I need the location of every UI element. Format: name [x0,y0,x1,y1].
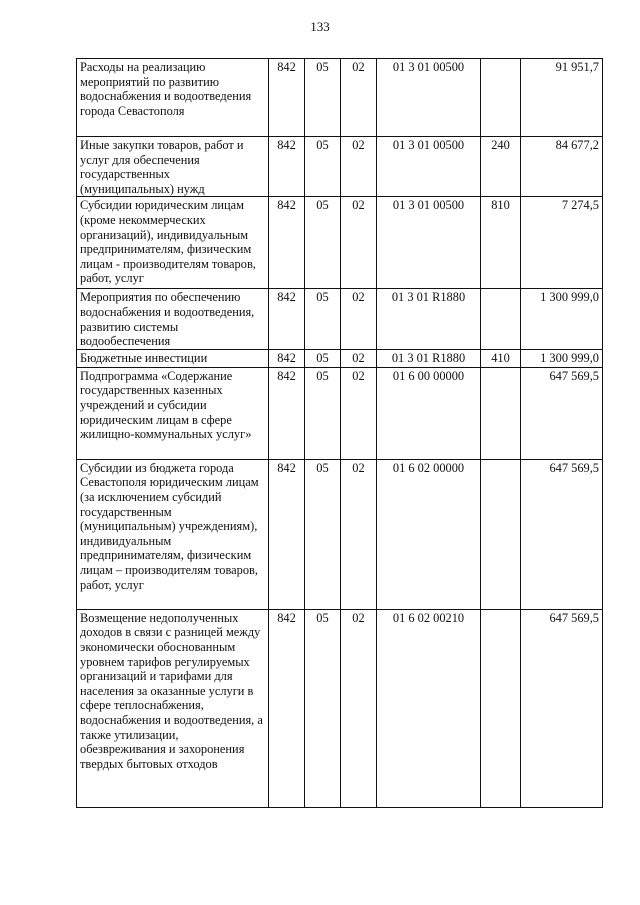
table-row [77,349,603,367]
subsection-code-cell: 02 [341,367,377,459]
target-article-cell: 01 3 01 00500 [377,137,481,197]
target-article-cell: 01 3 01 R1880 [377,289,481,349]
expense-type-cell: 240 [481,137,521,197]
section-code-cell: 05 [305,137,341,197]
expense-name-cell: Возмещение недополученных доходов в связи с разницей между экономически обоснованным уровнем тарифов регулируемых организаций и тарифами для населения за оказанные услуги в сфере теплоснабжения, водоснабжения и водоотведения, а также утилизации, обезвреживания и захоронения твердых бытовых отходов [77,609,269,807]
subsection-code-cell: 02 [341,197,377,289]
table-row [77,367,603,459]
table-row [77,137,603,197]
section-code-cell: 05 [305,59,341,137]
amount-cell: 7 274,5 [521,197,603,289]
expense-type-cell [481,459,521,609]
grbs-code-cell: 842 [269,459,305,609]
amount-cell: 1 300 999,0 [521,289,603,349]
target-article-cell: 01 3 01 00500 [377,197,481,289]
section-code-cell: 05 [305,197,341,289]
expense-name-cell: Мероприятия по обеспечению водоснабжения и водоотведения, развитию системы водообеспечения [77,289,269,349]
expense-name-cell: Субсидии юридическим лицам (кроме некоммерческих организаций), индивидуальным предпринимателям, физическим лицам - производителям товаров, работ, услуг [77,197,269,289]
amount-cell: 84 677,2 [521,137,603,197]
grbs-code-cell: 842 [269,349,305,367]
subsection-code-cell: 02 [341,59,377,137]
expense-type-cell [481,367,521,459]
grbs-code-cell: 842 [269,59,305,137]
section-code-cell: 05 [305,367,341,459]
amount-cell: 1 300 999,0 [521,349,603,367]
subsection-code-cell: 02 [341,459,377,609]
expense-name-cell: Бюджетные инвестиции [77,349,269,367]
grbs-code-cell: 842 [269,367,305,459]
target-article-cell: 01 3 01 00500 [377,59,481,137]
table-row [77,289,603,349]
grbs-code-cell: 842 [269,197,305,289]
subsection-code-cell: 02 [341,137,377,197]
expense-name-cell: Расходы на реализацию мероприятий по развитию водоснабжения и водоотведения города Севастополя [77,59,269,137]
grbs-code-cell: 842 [269,289,305,349]
section-code-cell: 05 [305,459,341,609]
section-code-cell: 05 [305,609,341,807]
budget-table [76,58,603,808]
grbs-code-cell: 842 [269,137,305,197]
expense-type-cell: 410 [481,349,521,367]
amount-cell: 91 951,7 [521,59,603,137]
target-article-cell: 01 6 00 00000 [377,367,481,459]
subsection-code-cell: 02 [341,349,377,367]
grbs-code-cell: 842 [269,609,305,807]
table-row [77,197,603,289]
target-article-cell: 01 6 02 00000 [377,459,481,609]
expense-name-cell: Подпрограмма «Содержание государственных казенных учреждений и субсидии юридическим лицам в сфере жилищно-коммунальных услуг» [77,367,269,459]
expense-name-cell: Субсидии из бюджета города Севастополя юридическим лицам (за исключением субсидий государственным (муниципальным) учреждениям), индивидуальным предпринимателям, физическим лицам – производителям товаров, работ, услуг [77,459,269,609]
subsection-code-cell: 02 [341,609,377,807]
table-row [77,59,603,137]
subsection-code-cell: 02 [341,289,377,349]
expense-name-cell: Иные закупки товаров, работ и услуг для обеспечения государственных (муниципальных) нужд [77,137,269,197]
table-row [77,459,603,609]
section-code-cell: 05 [305,349,341,367]
target-article-cell: 01 3 01 R1880 [377,349,481,367]
table-row [77,609,603,807]
amount-cell: 647 569,5 [521,609,603,807]
expense-type-cell [481,289,521,349]
target-article-cell: 01 6 02 00210 [377,609,481,807]
amount-cell: 647 569,5 [521,459,603,609]
amount-cell: 647 569,5 [521,367,603,459]
expense-type-cell: 810 [481,197,521,289]
section-code-cell: 05 [305,289,341,349]
expense-type-cell [481,59,521,137]
expense-type-cell [481,609,521,807]
page-number: 133 [310,19,330,34]
